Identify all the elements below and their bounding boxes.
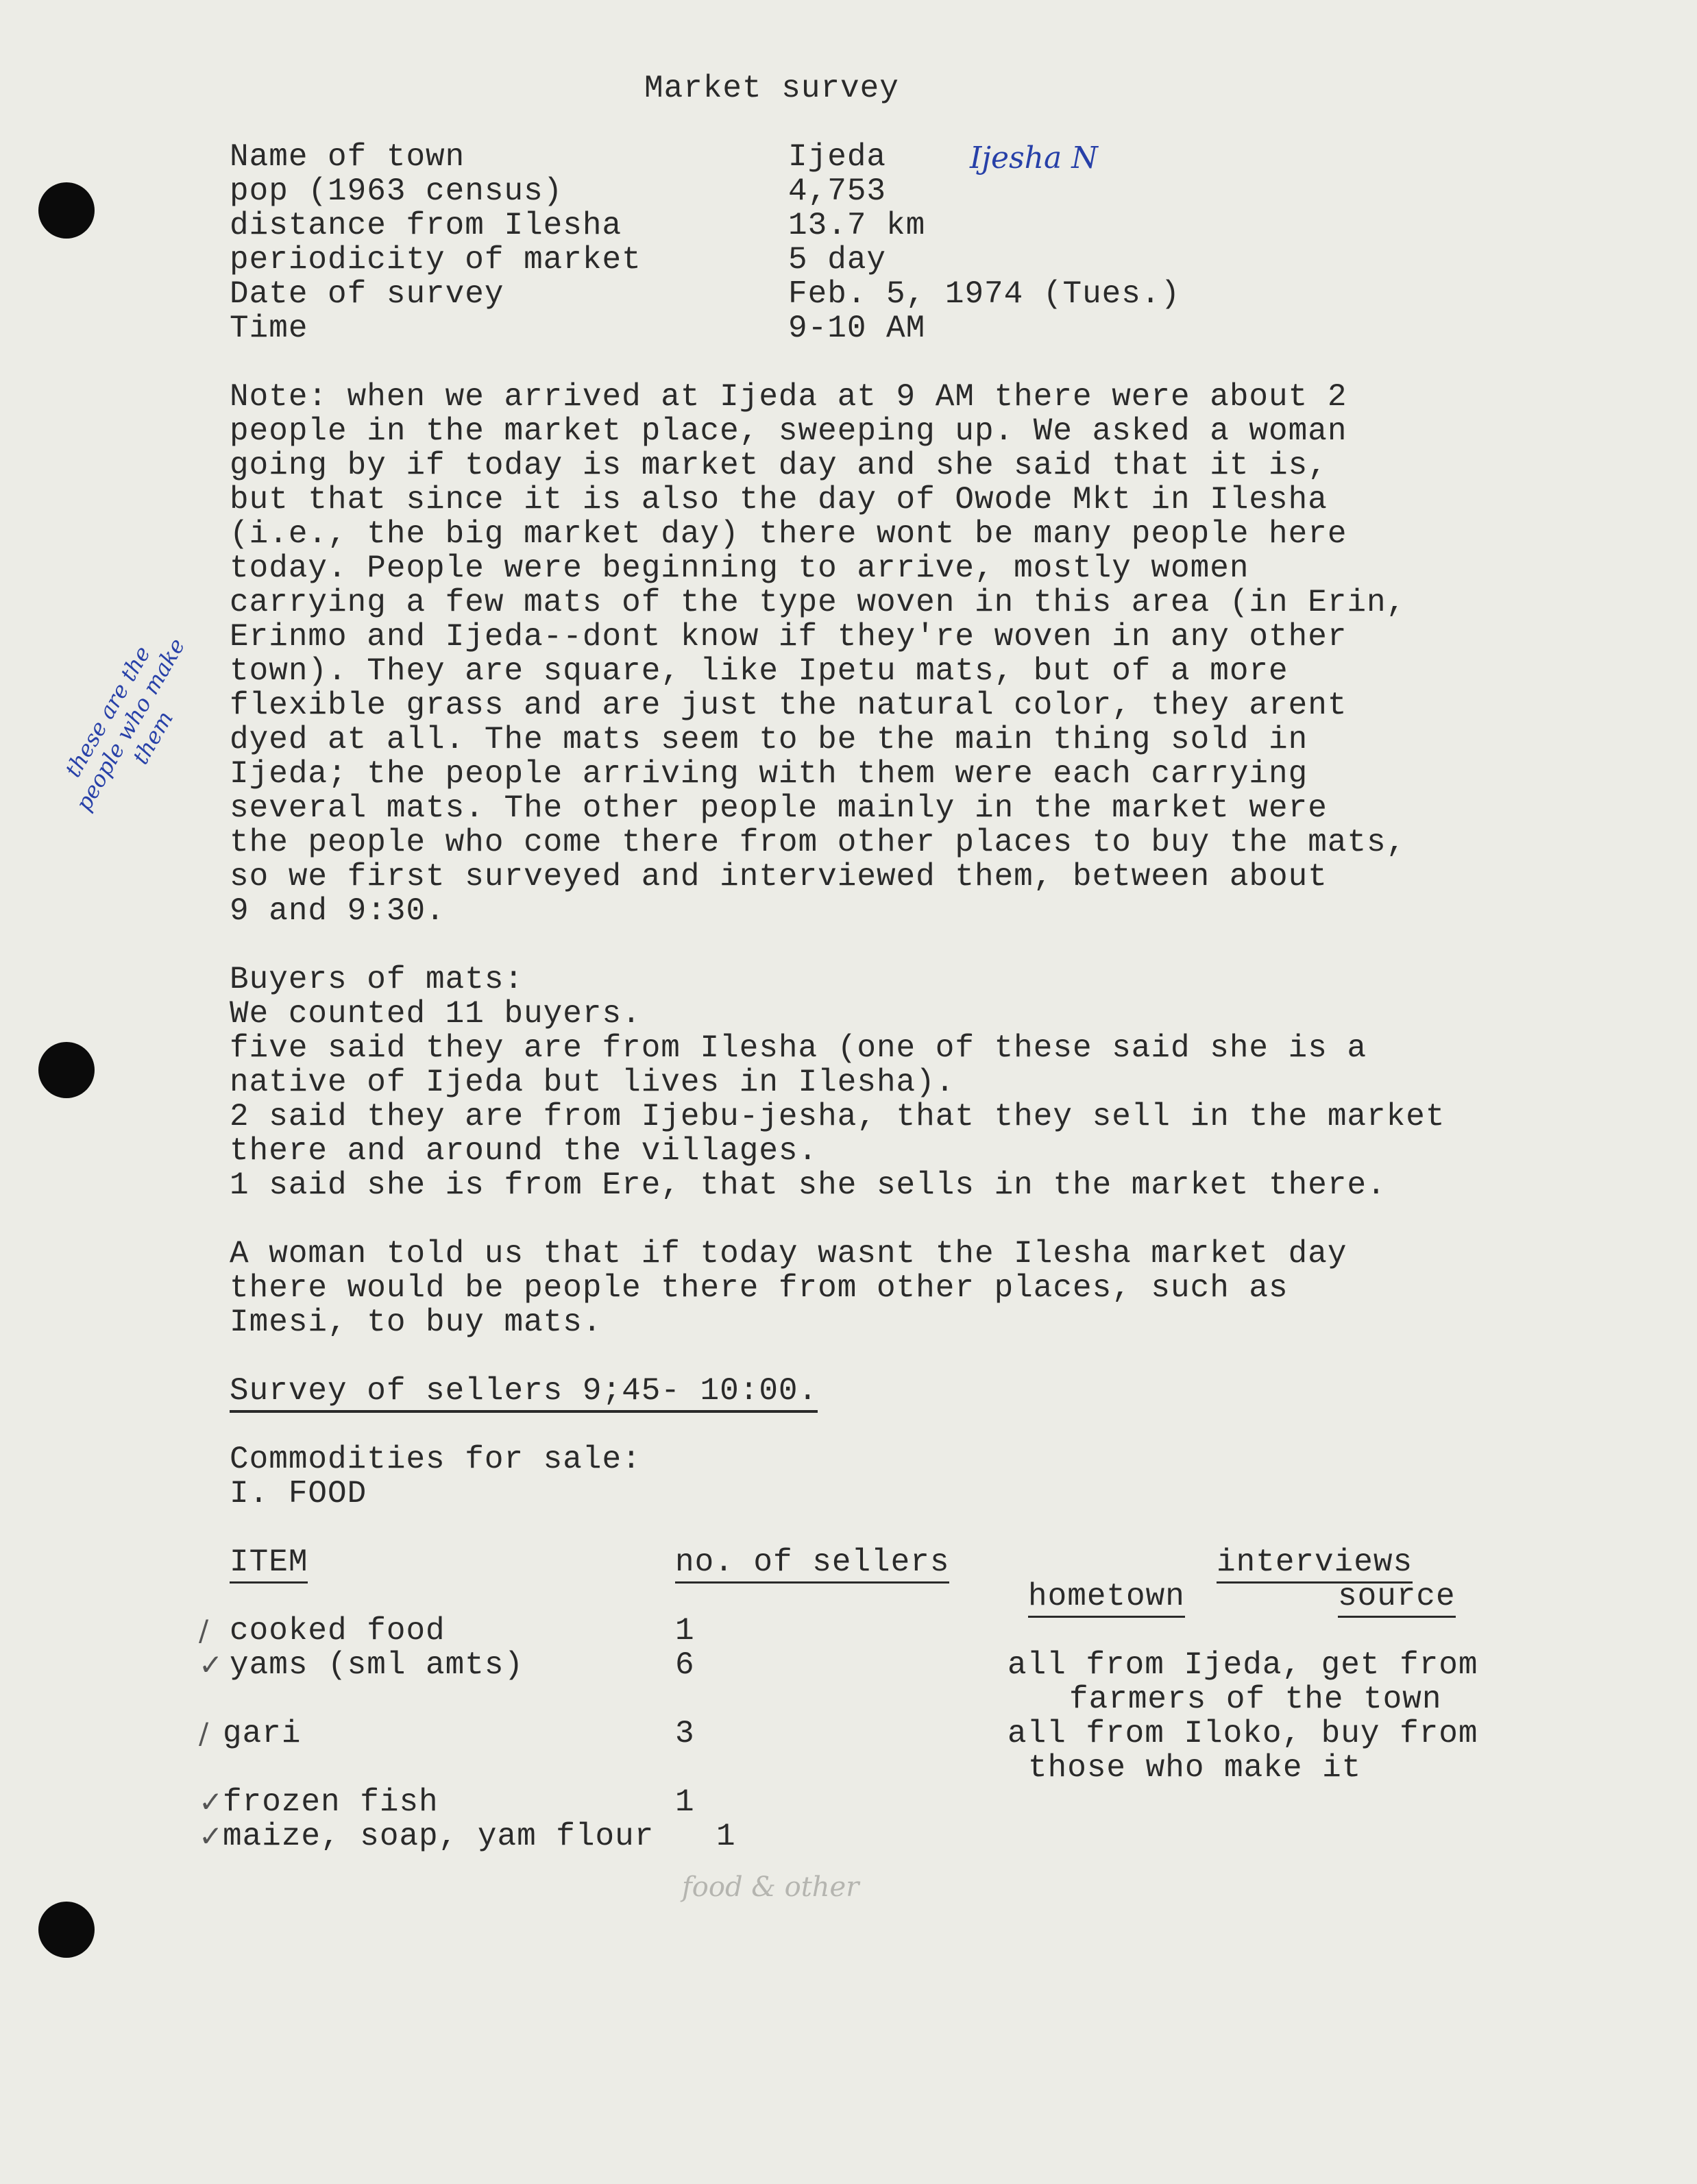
text-line: 9 and 9:30.	[230, 893, 445, 929]
punch-hole	[38, 1042, 95, 1098]
info-label: Time	[230, 311, 308, 346]
text-line: the people who come there from other places to buy the mats,	[230, 825, 1406, 860]
text-line: 2 said they are from Ijebu-jesha, that they sell in the market	[230, 1099, 1445, 1135]
check-mark: /	[199, 1614, 209, 1647]
table-row-item: yams (sml amts)	[230, 1647, 524, 1683]
text-line: dyed at all. The mats seem to be the main thing sold in	[230, 722, 1308, 757]
woman-paragraph	[230, 1237, 1347, 1339]
check-mark: ✓	[199, 1819, 223, 1853]
survey-heading-text: Survey of sellers 9;45- 10:00.	[230, 1373, 818, 1413]
info-value: 13.7 km	[788, 208, 926, 243]
text-line: five said they are from Ilesha (one of these said she is a	[230, 1030, 1367, 1066]
table-row-sellers: 1	[675, 1784, 695, 1820]
text-line: We counted 11 buyers.	[230, 996, 642, 1032]
column-header-item-text: ITEM	[230, 1544, 308, 1584]
table-row-interview: farmers of the town	[1069, 1682, 1442, 1717]
punch-hole	[38, 182, 95, 239]
text-line: native of Ijeda but lives in Ilesha).	[230, 1065, 955, 1100]
table-row-item: gari	[223, 1716, 302, 1751]
text-line: A woman told us that if today wasnt the Ilesha market day	[230, 1236, 1347, 1272]
pencil-note: food & other	[682, 1871, 859, 1903]
text-line: there would be people there from other places, such as	[230, 1270, 1289, 1306]
text-line: Erinmo and Ijeda--dont know if they're woven in any other	[230, 619, 1347, 655]
text-line: so we first surveyed and interviewed them, between about	[230, 859, 1328, 895]
text-line: Note: when we arrived at Ijeda at 9 AM there were about 2	[230, 379, 1347, 415]
info-value: Ijeda	[788, 139, 887, 175]
check-mark: ✓	[199, 1648, 223, 1682]
info-label: distance from Ilesha	[230, 208, 622, 243]
punch-hole	[38, 1902, 95, 1958]
check-mark: ✓	[199, 1785, 223, 1819]
table-row-interview: all from Iloko, buy from	[1008, 1716, 1478, 1751]
text-line: people in the market place, sweeping up. We asked a woman	[230, 413, 1347, 449]
table-row-sellers: 1	[716, 1819, 736, 1854]
column-header-interviews-text: interviews	[1217, 1544, 1413, 1584]
text-line: several mats. The other people mainly in the market were	[230, 790, 1328, 826]
info-label: pop (1963 census)	[230, 173, 563, 209]
survey-heading	[230, 1374, 818, 1408]
food-label: I. FOOD	[230, 1476, 367, 1512]
info-value: 4,753	[788, 173, 887, 209]
table-row-sellers: 3	[675, 1716, 695, 1751]
table-row-sellers: 6	[675, 1647, 695, 1683]
text-line: today. People were beginning to arrive, mostly women	[230, 550, 1249, 586]
info-value: 9-10 AM	[788, 311, 926, 346]
handwritten-margin-note: these are the people who make them	[60, 633, 191, 816]
column-header-hometown	[1028, 1579, 1185, 1614]
text-line: (i.e., the big market day) there wont be many people here	[230, 516, 1347, 552]
info-label: periodicity of market	[230, 242, 642, 278]
table-row-interview: all from Ijeda, get from	[1008, 1647, 1478, 1683]
text-line: but that since it is also the day of Owode Mkt in Ilesha	[230, 482, 1328, 518]
column-header-sellers-text: no. of sellers	[675, 1544, 949, 1584]
text-line: Ijeda; the people arriving with them were each carrying	[230, 756, 1308, 792]
page-title: Market survey	[644, 71, 899, 106]
column-header-sellers	[675, 1545, 949, 1579]
handwritten-town-note: Ijesha N	[970, 141, 1098, 175]
info-label: Name of town	[230, 139, 465, 175]
info-label: Date of survey	[230, 276, 504, 312]
text-line: 1 said she is from Ere, that she sells in the market there.	[230, 1167, 1387, 1203]
check-mark: /	[199, 1716, 209, 1750]
column-header-source	[1338, 1579, 1456, 1614]
note-paragraph	[230, 380, 1406, 928]
info-value: Feb. 5, 1974 (Tues.)	[788, 276, 1181, 312]
column-header-interviews	[1217, 1545, 1413, 1579]
table-row-interview: those who make it	[1028, 1750, 1362, 1786]
table-row-item: cooked food	[230, 1613, 445, 1649]
commodities-label: Commodities for sale:	[230, 1442, 642, 1477]
table-row-item: maize, soap, yam flour	[223, 1819, 655, 1854]
text-line: flexible grass and are just the natural color, they arent	[230, 688, 1347, 723]
text-line: town). They are square, like Ipetu mats, but of a more	[230, 653, 1289, 689]
buyers-paragraph	[230, 962, 1445, 1202]
table-row-sellers: 1	[675, 1613, 695, 1649]
text-line: carrying a few mats of the type woven in this area (in Erin,	[230, 585, 1406, 620]
column-header-item	[230, 1545, 308, 1579]
info-value: 5 day	[788, 242, 887, 278]
table-row-item: frozen fish	[223, 1784, 439, 1820]
text-line: Buyers of mats:	[230, 962, 524, 997]
text-line: going by if today is market day and she said that it is,	[230, 448, 1328, 483]
text-line: Imesi, to buy mats.	[230, 1305, 602, 1340]
text-line: there and around the villages.	[230, 1133, 818, 1169]
column-header-source-text: source	[1338, 1579, 1456, 1618]
column-header-hometown-text: hometown	[1028, 1579, 1185, 1618]
